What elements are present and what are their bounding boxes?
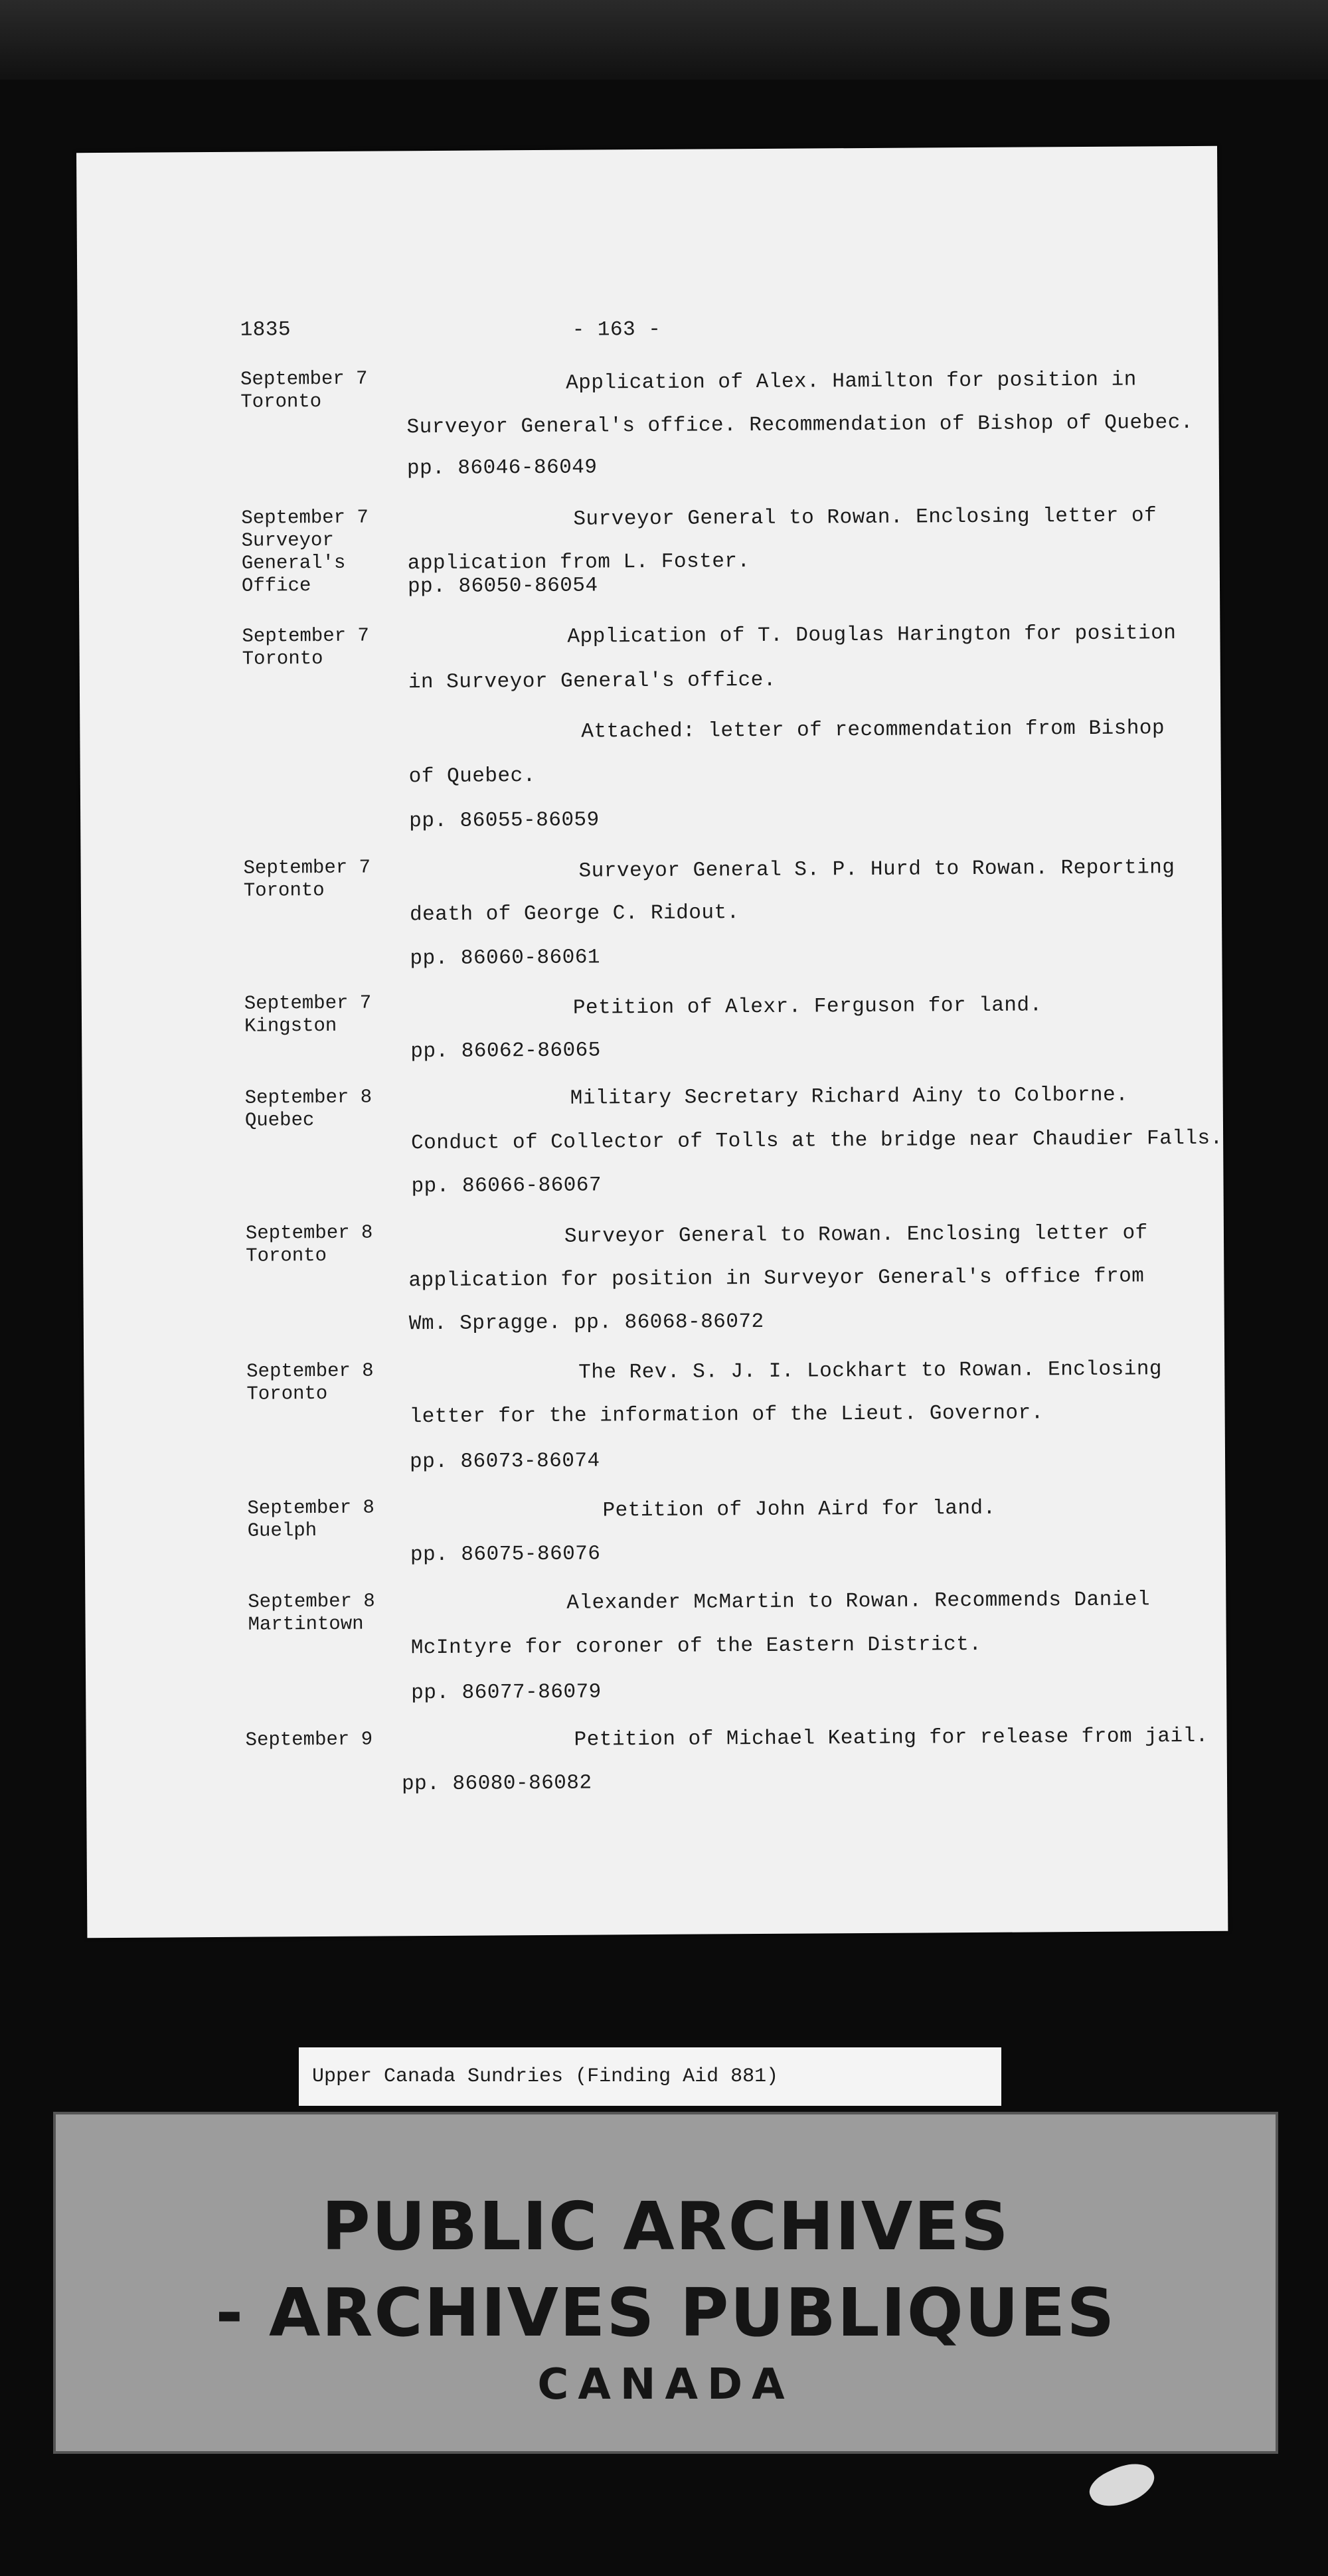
entry-reference: pp. 86062-86065 [410,1039,601,1064]
entry-date: September 7 [243,856,371,879]
entry-line: Petition of Alexr. Ferguson for land. [572,993,1042,1020]
entry-place: Quebec [244,1109,315,1132]
entry-reference: pp. 86066-86067 [411,1173,602,1199]
entry-reference: pp. 86077-86079 [411,1680,602,1705]
entry-line: Petition of John Aird for land. [602,1496,996,1523]
entry-line: of Quebec. [408,764,536,789]
entry-date: September 8 [245,1221,373,1245]
entry-line: Conduct of Collector of Tolls at the bridge near Chaudier Falls. [411,1126,1223,1156]
entry-place: Martintown [248,1612,364,1636]
entry-date: September 7 [241,506,369,529]
page-year: 1835 [240,318,291,342]
entry-place: Toronto [242,647,323,670]
document-page [76,146,1228,1938]
entry-reference: pp. 86075-86076 [410,1542,601,1567]
entry-date: September 8 [244,1086,373,1109]
stamp-line-1: PUBLIC ARCHIVES [321,2188,1010,2265]
entry-reference: pp. 86073-86074 [409,1449,600,1474]
entry-line: The Rev. S. J. I. Lockhart to Rowan. Enclosing [578,1357,1163,1385]
page-number: - 163 - [572,317,661,342]
archives-stamp [53,2112,1278,2454]
entry-line: application for position in Surveyor General's office from [408,1264,1145,1293]
entry-place: Kingston [244,1014,337,1037]
stamp-line-2: - ARCHIVES PUBLIQUES [215,2274,1116,2352]
entry-date: September 9 [245,1728,373,1751]
entry-date: September 8 [247,1496,375,1519]
entry-line: McIntyre for coroner of the Eastern District. [410,1632,982,1660]
entry-reference: pp. 86080-86082 [401,1771,592,1796]
entry-place: Office [241,574,311,597]
entry-line: letter for the information of the Lieut. Governor. [409,1401,1044,1429]
entry-line: death of George C. Ridout. [409,901,740,927]
entry-line: Petition of Michael Keating for release from jail. [574,1724,1208,1752]
film-top-margin [0,0,1328,80]
entry-line: in Surveyor General's office. [408,668,776,695]
entry-place: Surveyor [241,529,334,552]
entry-line: Attached: letter of recommendation from Bishop [581,717,1165,744]
entry-line: Surveyor General to Rowan. Enclosing letter of [564,1221,1148,1248]
entry-line: Surveyor General S. P. Hurd to Rowan. Reporting [578,856,1175,883]
entry-place: Toronto [246,1382,328,1405]
entry-line: Military Secretary Richard Ainy to Colborne. [570,1083,1129,1110]
entry-date: September 8 [246,1359,374,1383]
entry-date: September 7 [240,367,368,390]
entry-reference: pp. 86046-86049 [406,456,598,481]
entry-place: Toronto [246,1244,327,1267]
stamp-line-3: CANADA [537,2360,794,2409]
entry-line: Application of T. Douglas Harington for position [567,622,1177,649]
entry-date: September 8 [248,1590,375,1613]
entry-line: Surveyor General to Rowan. Enclosing letter of [573,504,1157,531]
entry-place: General's [241,551,346,574]
entry-reference: pp. 86050-86054 [407,574,598,599]
entry-date: September 7 [244,991,372,1015]
entry-line: application from L. Foster. [407,550,750,576]
entry-place: Toronto [243,879,325,902]
entry-place: Toronto [240,390,322,413]
entry-line: Wm. Spragge. pp. 86068-86072 [408,1310,764,1336]
entry-date: September 7 [242,624,370,647]
entry-line: Surveyor General's office. Recommendation of Bishop of Quebec. [406,410,1194,440]
entry-place: Guelph [247,1519,317,1542]
entry-reference: pp. 86060-86061 [410,946,601,971]
film-dust-speck [1084,2454,1160,2516]
finding-aid-label: Upper Canada Sundries (Finding Aid 881) [299,2047,1001,2106]
entry-line: Application of Alex. Hamilton for position in [566,368,1137,395]
entry-line: Alexander McMartin to Rowan. Recommends Daniel [566,1588,1151,1615]
entry-reference: pp. 86055-86059 [409,808,600,833]
